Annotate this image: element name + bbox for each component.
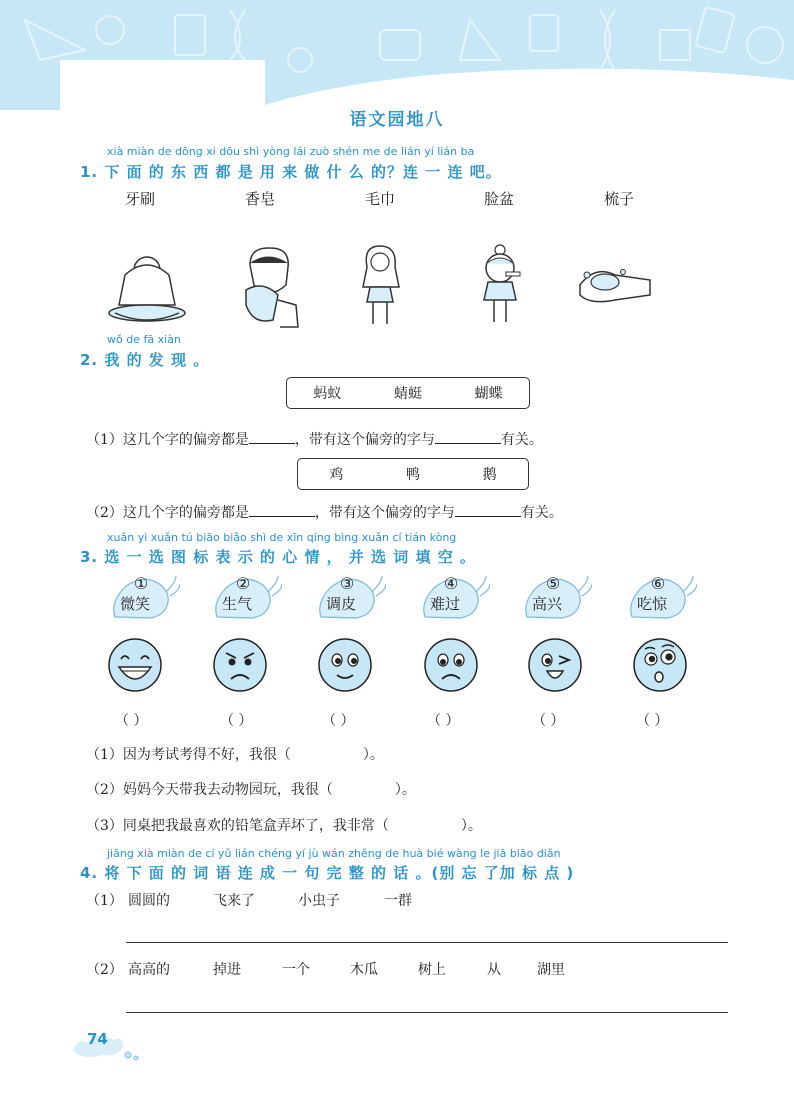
picture-washing-hands[interactable] [575, 260, 655, 310]
q4-s2-word: 高高的 [128, 962, 170, 978]
q2-s2-blank-related[interactable] [455, 502, 521, 517]
neutral-face-icon[interactable] [317, 637, 373, 693]
q4-title: 4. 将 下 面 的 词 语 连 成 一 句 完 整 的 话 。(别 忘 了加 标 点 ) [80, 864, 575, 882]
q2-word-box-birds [297, 458, 529, 490]
q2-sentence-2 [86, 502, 563, 522]
snail-number: ⑥ [650, 574, 666, 593]
q4-s2-word: 木瓜 [350, 962, 378, 978]
q2-s2-blank-radical[interactable] [249, 502, 315, 517]
q4-s2-word: 从 [487, 962, 501, 978]
q4-s2-num: （2） [86, 962, 123, 978]
face-answer-paren[interactable]: （ ） [427, 713, 460, 729]
q4-s2-answer-line[interactable] [126, 1012, 728, 1013]
snail-number: ③ [339, 574, 355, 593]
snail-word: 生气 [221, 595, 252, 613]
q1-item-soap[interactable]: 香皂 [245, 190, 276, 208]
q4-s2-word: 树上 [418, 962, 446, 978]
q2-word-box-insects [286, 377, 530, 409]
page-title: 语文园地八 [349, 110, 445, 130]
q4-s1-word: 飞来了 [213, 893, 255, 909]
snail-option[interactable] [316, 572, 386, 622]
q2-pinyin: wǒ de fā xiàn [107, 333, 181, 346]
q3-sentence-1 [86, 744, 384, 764]
q2-sentence-1 [86, 429, 543, 449]
q4-s2-word: 掉进 [213, 962, 241, 978]
snail-word: 吃惊 [636, 595, 667, 613]
snail-option[interactable] [110, 572, 180, 622]
q1-item-toothbrush[interactable]: 牙刷 [125, 190, 156, 208]
q2-word: 蜻蜓 [393, 386, 422, 402]
picture-brushing-teeth[interactable] [470, 242, 530, 327]
q1-item-comb[interactable]: 梳子 [604, 190, 635, 208]
q1-title: 1. 下 面 的 东 西 都 是 用 来 做 什 么 的？连 一 连 吧。 [80, 163, 502, 181]
q2-s2-a: 这几个字的偏旁都是 [122, 505, 249, 521]
q2-s2-c: 有关。 [520, 505, 563, 521]
header-banner [0, 0, 794, 110]
q3-s3-num: （3） [86, 818, 123, 834]
picture-combing-hair[interactable] [355, 242, 405, 327]
snail-number: ① [133, 574, 149, 593]
face-answer-paren[interactable]: （ ） [115, 713, 148, 729]
q2-word: 鹅 [482, 467, 497, 483]
q2-s1-blank-radical[interactable] [249, 429, 295, 444]
q3-sentence-2 [86, 779, 416, 799]
snail-word: 难过 [429, 595, 460, 613]
face-answer-paren[interactable]: （ ） [220, 713, 253, 729]
q4-s1-num: （1） [86, 893, 123, 909]
q2-s1-a: 这几个字的偏旁都是 [122, 432, 249, 448]
q4-s1-word: 一群 [384, 893, 412, 909]
q3-s2-b: ）。 [394, 782, 416, 798]
page-number: 74 [87, 1030, 108, 1048]
snail-option[interactable] [420, 572, 490, 622]
q3-s2-a: 妈妈今天带我去动物园玩，我很（ [122, 782, 333, 798]
q2-s2-b: ，带有这个偏旁的字与 [314, 505, 455, 521]
q3-s1-b: ）。 [362, 747, 384, 763]
q4-pinyin: jiāng xià miàn de cí yǔ lián chéng yí jù wán zhěng de huà bié wàng le jiā biāo diǎn [107, 847, 561, 860]
q2-word: 鸭 [405, 467, 420, 483]
q2-s1-num: （1） [86, 432, 123, 448]
q3-pinyin: xuǎn yi xuǎn tú biāo biǎo shì de xīn qíng bìng xuǎn cí tián kòng [107, 531, 457, 544]
q1-item-basin[interactable]: 脸盆 [484, 190, 515, 208]
q3-s1-a: 因为考试考得不好，我很（ [122, 747, 291, 763]
q1-item-towel[interactable]: 毛巾 [365, 190, 396, 208]
q4-s1-word: 小虫子 [298, 893, 340, 909]
q4-s2-word: 湖里 [537, 962, 565, 978]
surprised-face-icon[interactable] [632, 637, 688, 693]
angry-face-icon[interactable] [212, 637, 268, 693]
q1-pinyin: xià miàn de dōng xi dōu shì yòng lái zuò shén me de lián yi lián ba [107, 145, 475, 158]
q3-s1-num: （1） [86, 747, 123, 763]
q2-s2-num: （2） [86, 505, 123, 521]
picture-washing-face[interactable] [105, 245, 190, 330]
q2-word: 蝴蝶 [474, 386, 503, 402]
face-answer-paren[interactable]: （ ） [532, 713, 565, 729]
q3-title: 3. 选 一 选 图 标 表 示 的 心 情 ， 并 选 词 填 空 。 [80, 548, 476, 566]
q2-title: 2. 我 的 发 现 。 [80, 351, 210, 369]
q2-word: 蚂蚁 [313, 386, 342, 402]
snail-number: ⑤ [545, 574, 561, 593]
face-answer-paren[interactable]: （ ） [322, 713, 355, 729]
snail-word: 调皮 [325, 595, 356, 613]
q3-sentence-3 [86, 815, 482, 835]
face-answer-paren[interactable]: （ ） [636, 713, 669, 729]
page-number-splash-icon [68, 1025, 148, 1065]
q2-word: 鸡 [329, 467, 344, 483]
q3-s2-num: （2） [86, 782, 123, 798]
snail-word: 微笑 [119, 595, 150, 613]
q4-s2-word: 一个 [282, 962, 310, 978]
winking-face-icon[interactable] [527, 637, 583, 693]
q3-s3-a: 同桌把我最喜欢的铅笔盒弄坏了，我非常（ [122, 818, 389, 834]
snail-option[interactable] [522, 572, 592, 622]
q4-s1-word: 圆圆的 [128, 893, 170, 909]
q2-s1-c: 有关。 [500, 432, 543, 448]
snail-option[interactable] [627, 572, 697, 622]
picture-drying-face-towel[interactable] [238, 245, 303, 330]
q2-s1-blank-related[interactable] [435, 429, 501, 444]
q2-s1-b: ，带有这个偏旁的字与 [294, 432, 435, 448]
snail-number: ④ [443, 574, 459, 593]
snail-option[interactable] [212, 572, 282, 622]
sad-face-icon[interactable] [423, 637, 479, 693]
q4-s1-answer-line[interactable] [126, 942, 728, 943]
snail-number: ② [235, 574, 251, 593]
q3-s3-b: ）。 [460, 818, 482, 834]
snail-word: 高兴 [531, 595, 562, 613]
laughing-face-icon[interactable] [107, 637, 163, 693]
